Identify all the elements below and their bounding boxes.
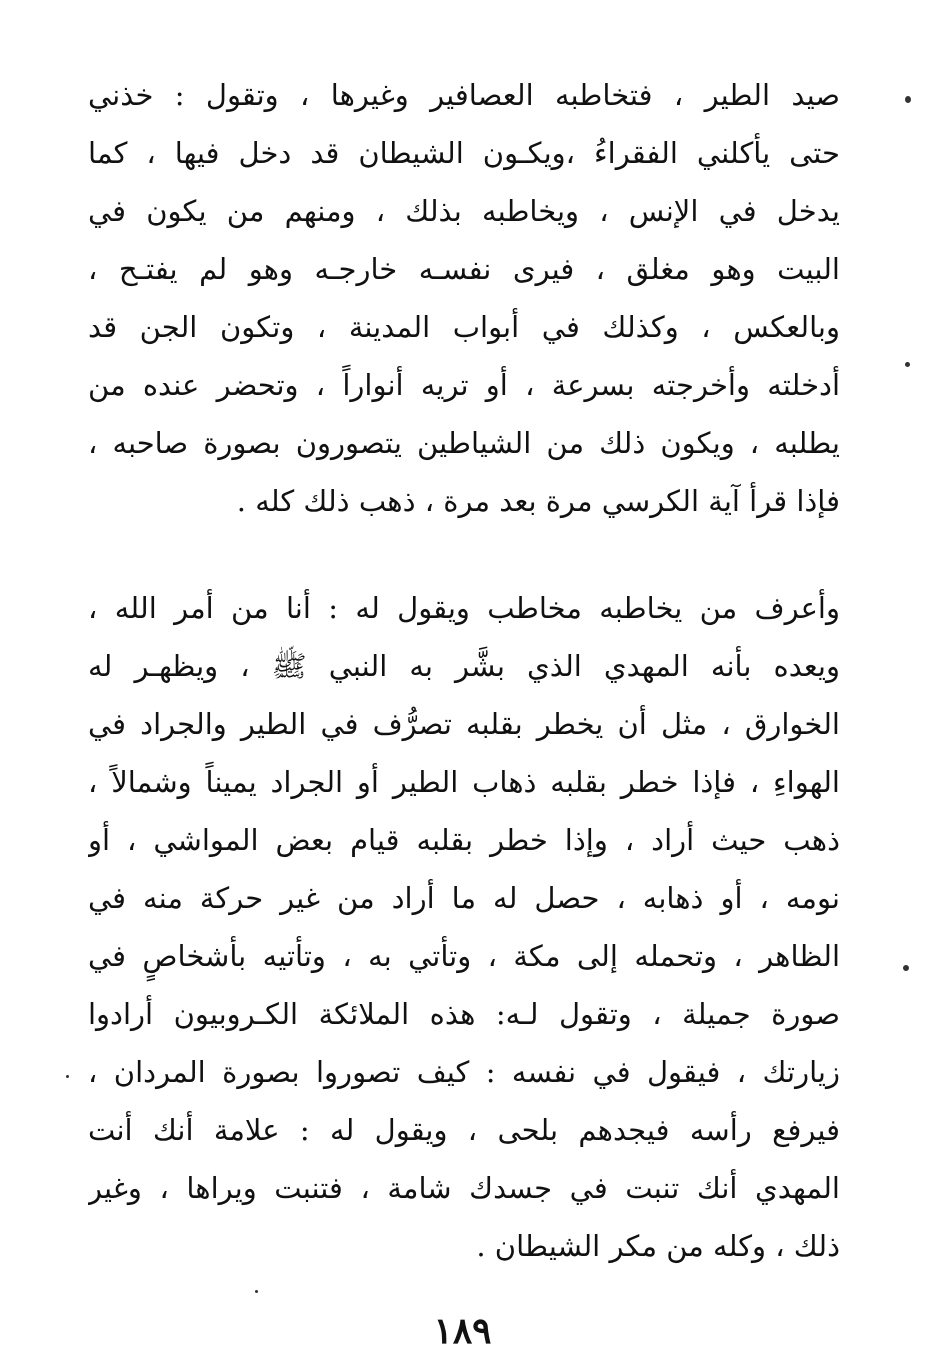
text-line: يطلبه ، ويكون ذلك من الشياطين يتصورون بصورة صاحبه ، [88, 426, 840, 460]
page-number: ١٨٩ [433, 1310, 492, 1352]
paragraph-2 [88, 579, 840, 1275]
scan-speck [905, 96, 911, 103]
text-line: وبالعكس ، وكذلك في أبواب المدينة ، وتكون الجن قد [88, 310, 840, 344]
text-line: ويعده بأنه المهدي الذي بشَّر به النبي ﷺ ، ويظهـر له [88, 649, 840, 683]
text-line: الهواءِ ، فإذا خطر بقلبه ذهاب الطير أو الجراد يميناً وشمالاً ، [88, 765, 840, 799]
text-line: فإذا قرأ آية الكرسي مرة بعد مرة ، ذهب ذلك كله . [236, 484, 840, 518]
text-line: المهدي أنك تنبت في جسدك شامة ، فتنبت ويراها ، وغير [88, 1171, 840, 1205]
text-line: البيت وهو مغلق ، فيرى نفسـه خارجـه وهو لم يفتـح ، [88, 252, 840, 286]
scan-speck [255, 1290, 258, 1293]
text-line: ذلك ، وكله من مكر الشيطان . [476, 1229, 840, 1263]
scan-speck [66, 1075, 69, 1078]
text-line: الظاهر ، وتحمله إلى مكة ، وتأتي به ، وتأتيه بأشخاصٍ في [88, 939, 840, 973]
text-line: فيرفع رأسه فيجدهم بلحى ، ويقول له : علامة أنك أنت [88, 1113, 840, 1147]
text-line: الخوارق ، مثل أن يخطر بقلبه تصرُّف في الطير والجراد في [88, 707, 840, 741]
text-line: حتى يأكلني الفقراءُ ،ويكـون الشيطان قد دخل فيها ، كما [88, 136, 840, 170]
text-line: يدخل في الإنس ، ويخاطبه بذلك ، ومنهم من يكون في [88, 194, 840, 228]
text-line: صيد الطير ، فتخاطبه العصافير وغيرها ، وتقول : خذني [88, 78, 840, 112]
paragraph-1 [88, 66, 840, 530]
text-line: أدخلته وأخرجته بسرعة ، أو تريه أنواراً ، وتحضر عنده من [88, 368, 840, 402]
text-line: نومه ، أو ذهابه ، حصل له ما أراد من غير حركة منه في [88, 881, 840, 915]
text-line: زيارتك ، فيقول في نفسه : كيف تصوروا بصورة المردان ، [88, 1055, 840, 1089]
text-line: وأعرف من يخاطبه مخاطب ويقول له : أنا من أمر الله ، [88, 591, 840, 625]
text-line: صورة جميلة ، وتقول لـه: هذه الملائكة الكـروبيون أرادوا [88, 997, 840, 1031]
scan-speck [903, 965, 909, 971]
scan-speck [905, 362, 910, 367]
text-line: ذهب حيث أراد ، وإذا خطر بقلبه قيام بعض المواشي ، أو [88, 823, 840, 857]
